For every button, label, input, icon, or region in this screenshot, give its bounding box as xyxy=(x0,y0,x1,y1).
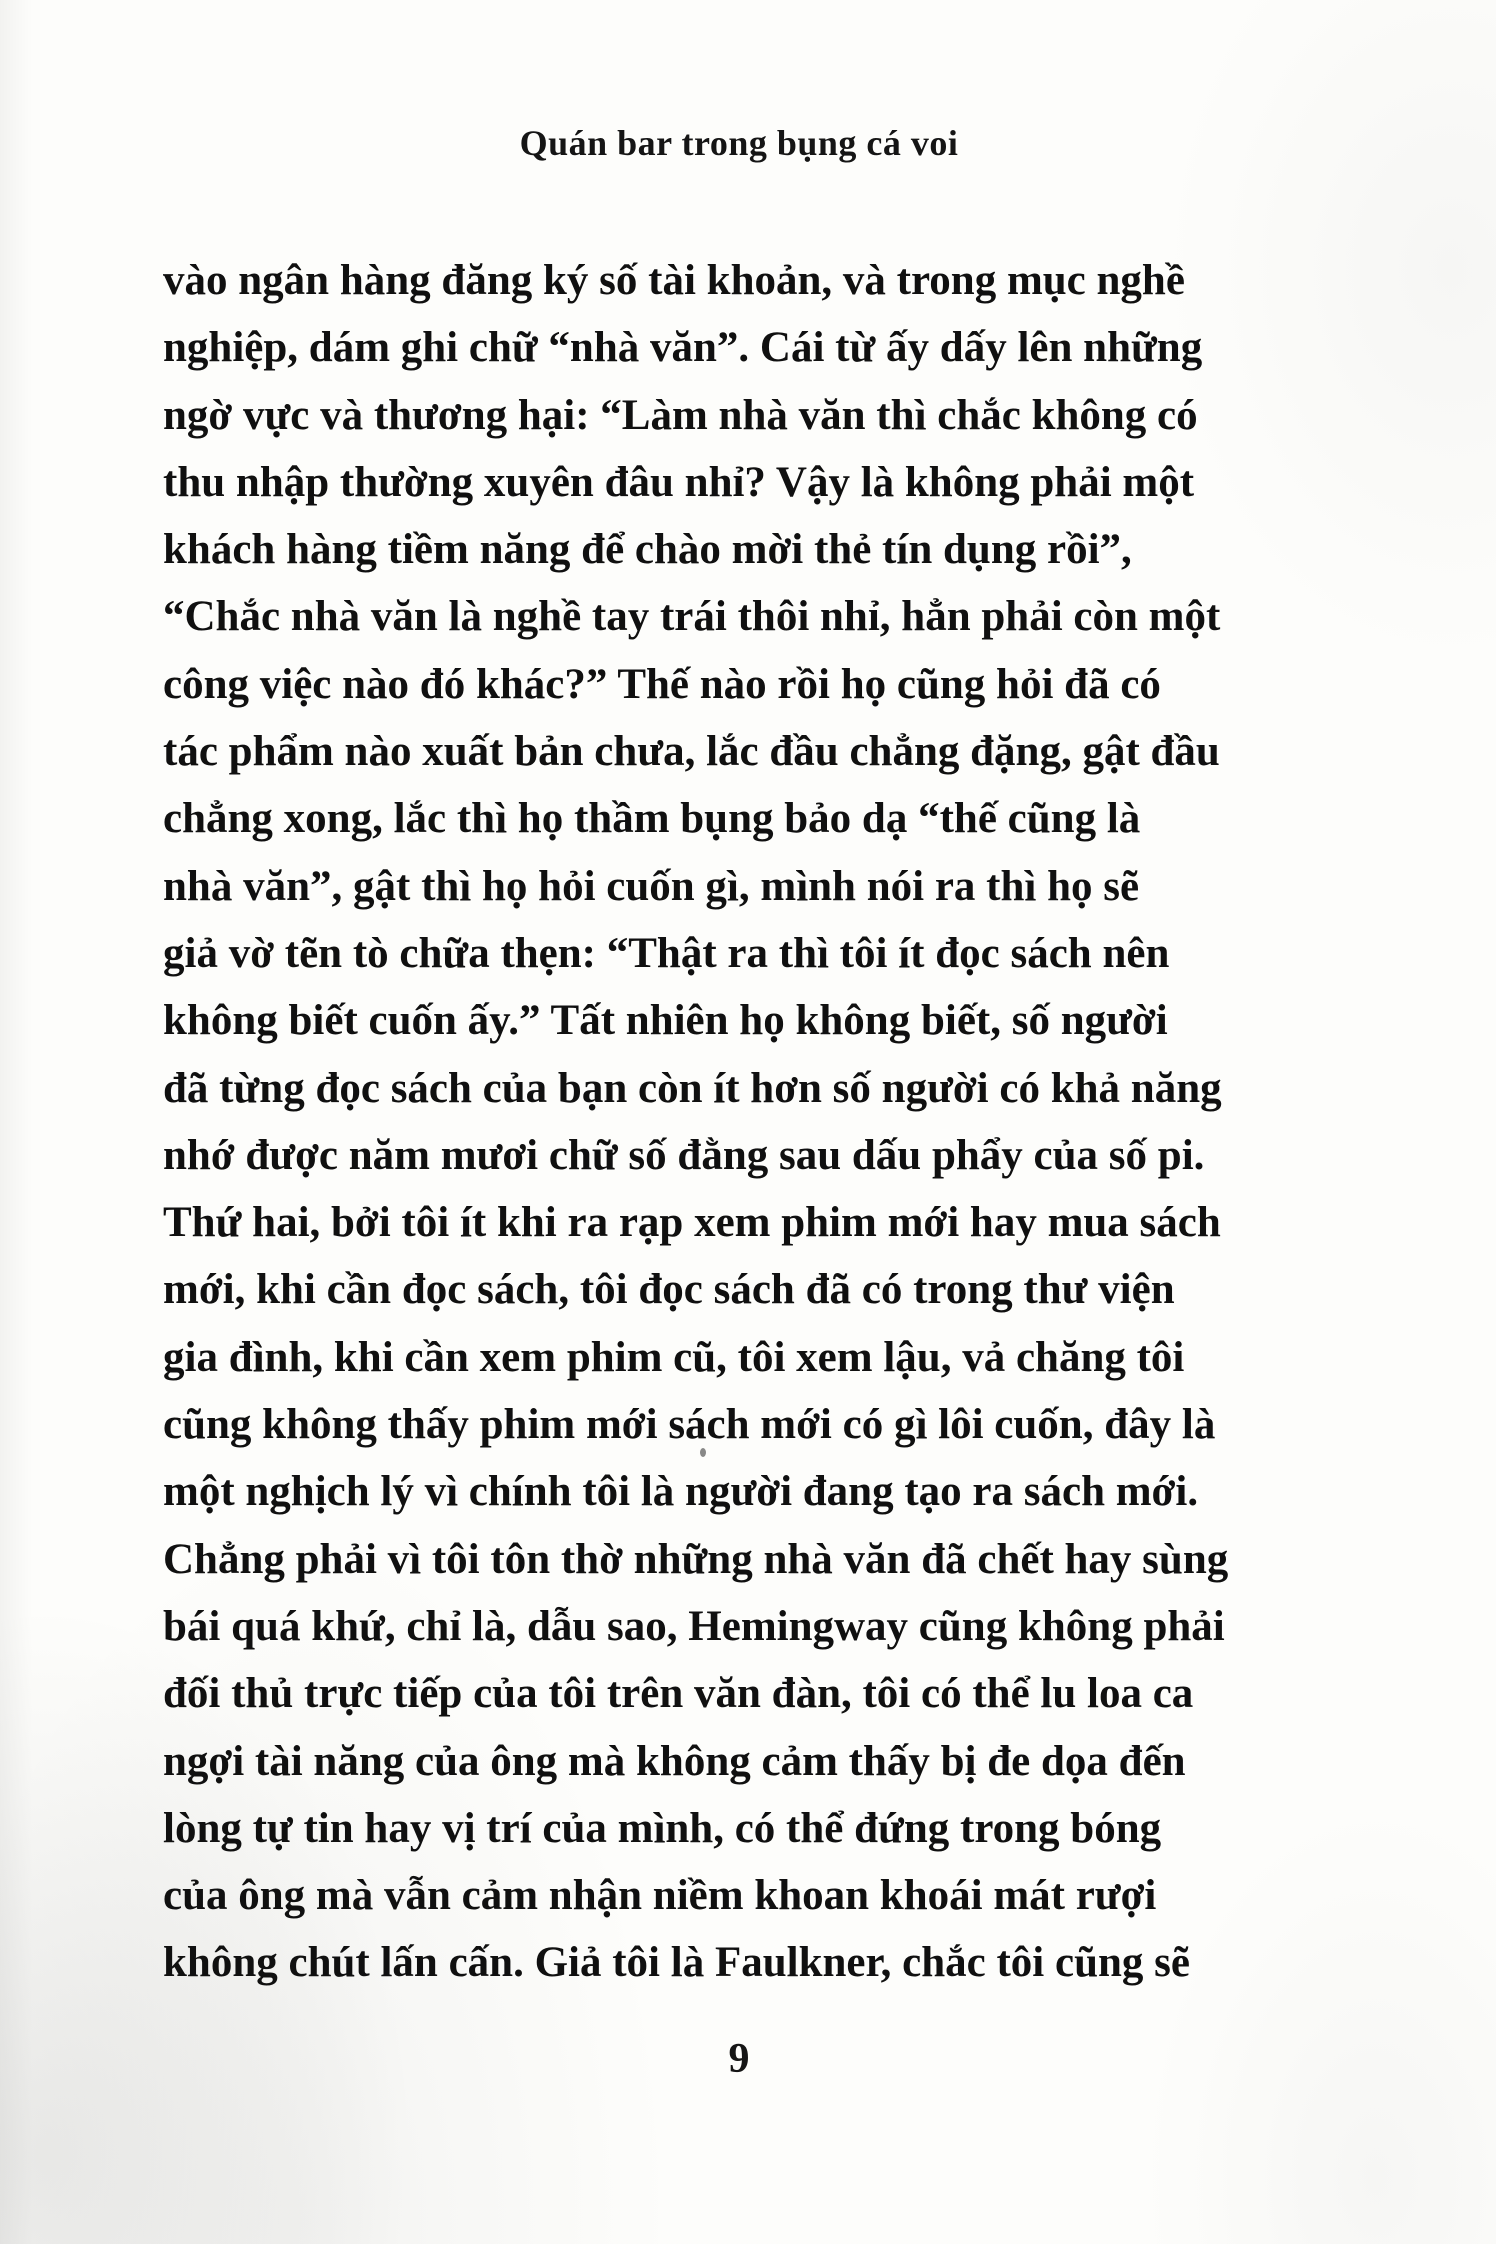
text-line: Thứ hai, bởi tôi ít khi ra rạp xem phim mới hay mua sách xyxy=(163,1199,1221,1247)
text-line: của ông mà vẫn cảm nhận niềm khoan khoái mát rượi xyxy=(163,1872,1157,1920)
running-header: Quán bar trong bụng cá voi xyxy=(519,123,959,163)
body-text-block xyxy=(163,247,1315,1997)
text-line: chẳng xong, lắc thì họ thầm bụng bảo dạ “thế cũng là xyxy=(163,795,1141,843)
text-line: vào ngân hàng đăng ký số tài khoản, và trong mục nghề xyxy=(163,257,1185,304)
text-line: gia đình, khi cần xem phim cũ, tôi xem lậu, vả chăng tôi xyxy=(163,1333,1185,1381)
text-line: cũng không thấy phim mới sách mới có gì lôi cuốn, đây là xyxy=(163,1401,1216,1449)
text-line: khách hàng tiềm năng để chào mời thẻ tín dụng rồi”, xyxy=(163,526,1132,574)
page-number: 9 xyxy=(728,2036,750,2082)
text-line: không chút lấn cấn. Giả tôi là Faulkner, chắc tôi cũng sẽ xyxy=(163,1939,1190,1987)
text-line: nghiệp, dám ghi chữ “nhà văn”. Cái từ ấy dấy lên những xyxy=(163,324,1203,372)
text-line: mới, khi cần đọc sách, tôi đọc sách đã có trong thư viện xyxy=(163,1266,1175,1314)
scan-noise-speck xyxy=(700,1448,706,1457)
text-line: một nghịch lý vì chính tôi là người đang tạo ra sách mới. xyxy=(163,1468,1199,1516)
text-line: Chẳng phải vì tôi tôn thờ những nhà văn đã chết hay sùng xyxy=(163,1535,1229,1583)
text-line: ngợi tài năng của ông mà không cảm thấy bị đe dọa đến xyxy=(163,1737,1186,1785)
text-line: ngờ vực và thương hại: “Làm nhà văn thì chắc không có xyxy=(163,391,1198,439)
text-line: giả vờ tẽn tò chữa thẹn: “Thật ra thì tôi ít đọc sách nên xyxy=(163,929,1170,977)
text-line: nhà văn”, gật thì họ hỏi cuốn gì, mình nói ra thì họ sẽ xyxy=(163,862,1140,910)
text-line: bái quá khứ, chỉ là, dẫu sao, Hemingway cũng không phải xyxy=(163,1602,1225,1650)
text-line: thu nhập thường xuyên đâu nhỉ? Vậy là không phải một xyxy=(163,458,1195,506)
text-line: đối thủ trực tiếp của tôi trên văn đàn, tôi có thể lu loa ca xyxy=(163,1670,1194,1718)
text-line: lòng tự tin hay vị trí của mình, có thể đứng trong bóng xyxy=(163,1804,1162,1852)
text-line: công việc nào đó khác?” Thế nào rồi họ cũng hỏi đã có xyxy=(163,660,1161,708)
text-line: “Chắc nhà văn là nghề tay trái thôi nhỉ, hẳn phải còn một xyxy=(163,593,1221,641)
text-line: đã từng đọc sách của bạn còn ít hơn số người có khả năng xyxy=(163,1064,1222,1112)
text-line: không biết cuốn ấy.” Tất nhiên họ không biết, số người xyxy=(163,997,1168,1045)
text-line: tác phẩm nào xuất bản chưa, lắc đầu chẳng đặng, gật đầu xyxy=(163,728,1220,776)
text-line: nhớ được năm mươi chữ số đằng sau dấu phẩy của số pi. xyxy=(163,1131,1205,1179)
